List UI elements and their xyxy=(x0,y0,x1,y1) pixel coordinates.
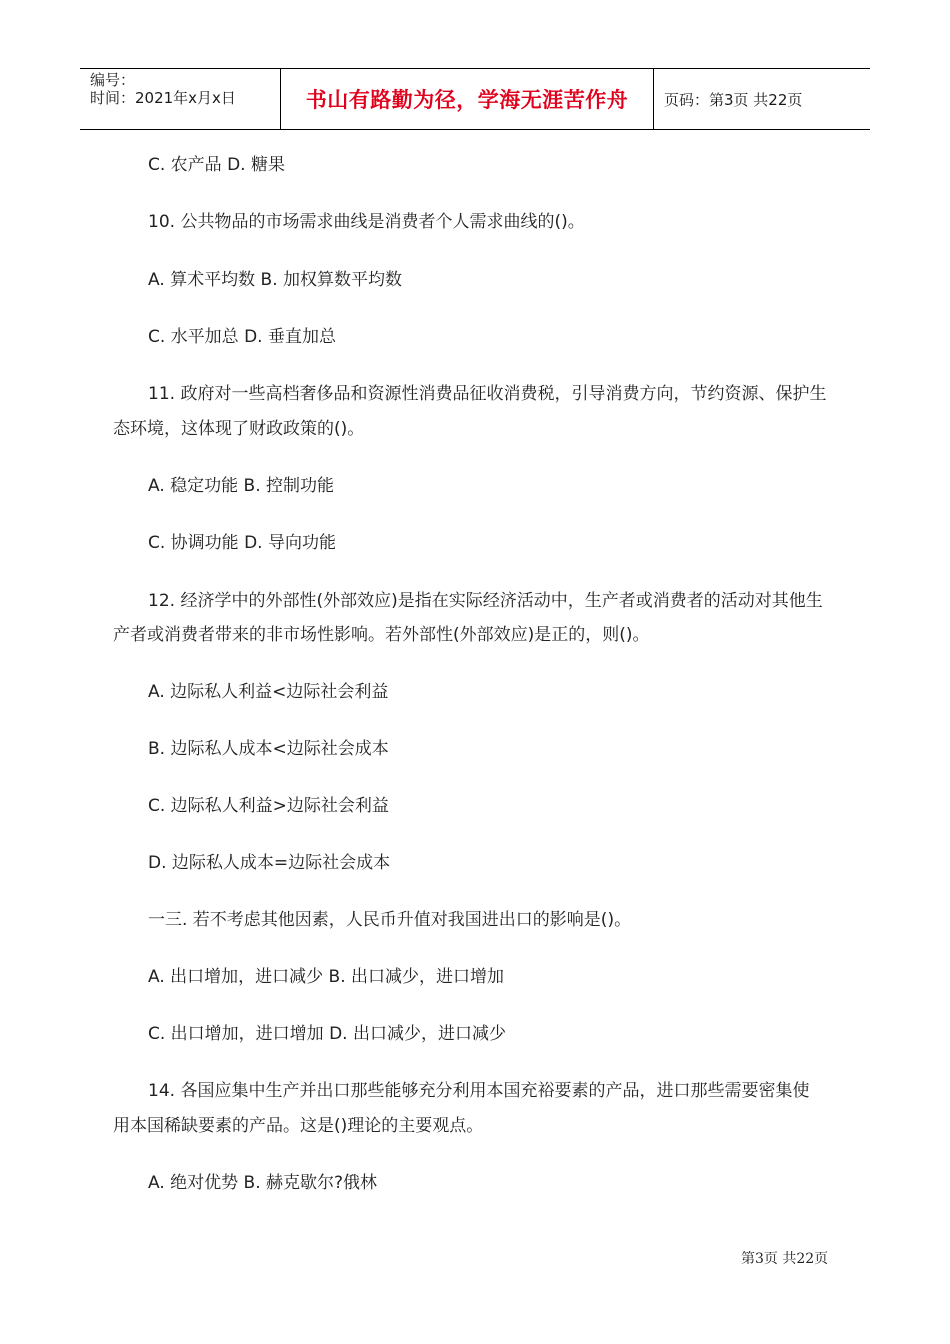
option-line: C. 边际私人利益>边际社会利益 xyxy=(148,796,389,816)
question-13: 一三. 若不考虑其他因素，人民币升值对我国进出口的影响是()。 xyxy=(148,910,632,930)
question-10: 10. 公共物品的市场需求曲线是消费者个人需求曲线的()。 xyxy=(148,212,585,232)
option-line: C. 出口增加，进口增加 D. 出口减少，进口减少 xyxy=(148,1024,506,1044)
option-line: D. 边际私人成本=边际社会成本 xyxy=(148,853,391,873)
question-11-continued: 态环境，这体现了财政政策的()。 xyxy=(113,419,365,439)
document-time-label: 时间：2021年x月x日 xyxy=(90,89,236,107)
question-14-continued: 用本国稀缺要素的产品。这是()理论的主要观点。 xyxy=(113,1116,484,1136)
option-line: A. 稳定功能 B. 控制功能 xyxy=(148,476,335,496)
page-header xyxy=(80,68,870,130)
question-12-continued: 产者或消费者带来的非市场性影响。若外部性(外部效应)是正的，则()。 xyxy=(113,625,650,645)
question-11: 11. 政府对一些高档奢侈品和资源性消费品征收消费税，引导消费方向，节约资源、保护生 xyxy=(148,384,827,404)
header-page-info: 页码：第3页 共22页 xyxy=(664,90,803,109)
page-footer: 第3页 共22页 xyxy=(741,1251,829,1267)
option-line: A. 算术平均数 B. 加权算数平均数 xyxy=(148,270,403,290)
header-page-cell xyxy=(654,69,870,129)
option-line: A. 绝对优势 B. 赫克歇尔?俄林 xyxy=(148,1173,378,1193)
option-line: C. 水平加总 D. 垂直加总 xyxy=(148,327,336,347)
option-line: A. 出口增加，进口减少 B. 出口减少，进口增加 xyxy=(148,967,505,987)
question-14: 14. 各国应集中生产并出口那些能够充分利用本国充裕要素的产品，进口那些需要密集使 xyxy=(148,1081,810,1101)
option-line: C. 协调功能 D. 导向功能 xyxy=(148,533,336,553)
option-line: A. 边际私人利益<边际社会利益 xyxy=(148,682,389,702)
header-motto-cell xyxy=(281,69,654,129)
option-line: B. 边际私人成本<边际社会成本 xyxy=(148,739,389,759)
option-line: C. 农产品 D. 糖果 xyxy=(148,155,285,175)
header-motto: 书山有路勤为径，学海无涯苦作舟 xyxy=(305,88,629,112)
header-meta xyxy=(80,69,281,129)
question-12: 12. 经济学中的外部性(外部效应)是指在实际经济活动中，生产者或消费者的活动对其他生 xyxy=(148,591,823,611)
document-number-label: 编号： xyxy=(90,71,136,89)
